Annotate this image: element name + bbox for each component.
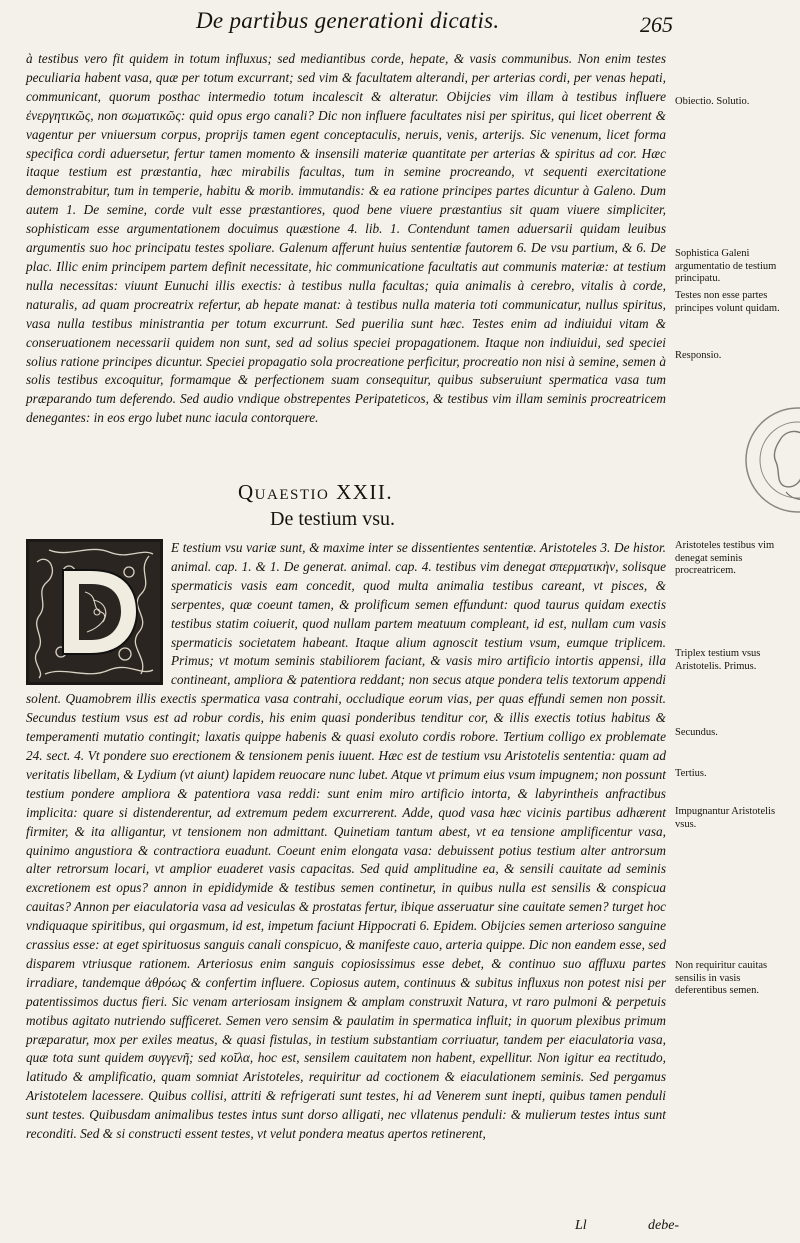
decorated-initial-d (26, 539, 163, 685)
question-heading: Quaestio XXII. (238, 480, 394, 504)
question-subtitle: De testium vsu. (270, 508, 395, 530)
margin-note: Responsio. (675, 350, 722, 361)
paragraph: à testibus vero fit quidem in totum influxus; sed mediantibus corde, hepate, & vasis communibus. Non enim testes peculiaria habent vasa, quæ per totum excurrant; sed vim & facultatem alterandi, per arterias cordi, per venas hepati, communicant, quorum posthac intermedio totum incalescit & alteratur. Obijcies vim illam à testibus influere ἐνεργητικῶς, non σωματικῶς: quid opus ergo canali? Dic non influere facultates nisi per spiritus, qui licet oberrent & vagentur per vniuersum corpus, proprijs tamen egent conceptaculis, neruis, venis, arterijs. Sic venenum, licet forma specifica cordi aduersetur, fertur tamen momento & insensili materiæ quantitate per arterias & spiritus ad cor. Hæc itaque testium est præstantia, hæc mirabilis facultas, tum in semine procreando, vt sequenti exercitatione demonstrabitur, tum in temperie, habitu & morib. immutandis: & ea ratione principes partes dicuntur à Galeno. Dum autem 1. De semine, corde vult esse præstantiores, quod bene viuere præstantius sit quam viuere simpliciter, sophisticam esse argumentationem docuimus quæstione 4. lib. 1. Contendunt tamen aduersarii quidam leuibus argumentis suo hoc principatu testes spoliare. Galenum afferunt huius sententiæ fautorem 6. De vsu partium, & 6. De plac. Illic enim principem partem definit necessitate, hic communicatione facultatis aut communis materiæ: at testium nulla necessitas: viuunt Eunuchi illis exectis: à testibus nulla facultas; quia animalis à cerebro, vitalis à corde, naturalis, ad quam procreatrix refertur, ab hepate manat: à testibus nulla materia toti communicatur, nullus spiritus, vasa nulla testibus ministrantia per totum excurrunt. Sed puerilia sunt hæc. Testes enim ad indiuidui vitam & conseruationem necessarii quidem non sunt, sed ad solius speciei propagationem. Itaque non indiuidui, sed speciei solius ratione principes dicuntur. Speciei propagatio sola procreatione perficitur, procreatio non nisi à semine, semen à solis testibus excoquitur, formamque & perfectionem suam consequitur, quibus subseruiunt spermatica vasa tum præparando tum deferendo. Sed audio vndique obstrepentes Peripateticos, & testibus vim illam seminis procreatricem denegantes: in eos ergo lubet nunc iacula contorquere. (26, 51, 666, 426)
margin-note: Triplex testium vsus Aristotelis. Primus. (675, 648, 761, 672)
library-seal-icon (736, 400, 800, 520)
margin-note: Obiectio. Solutio. (675, 96, 750, 107)
signature-mark: Ll (575, 1218, 587, 1233)
margin-note: Impugnantur Aristotelis vsus. (675, 806, 776, 830)
running-head: De partibus generationi dicatis. (196, 8, 500, 33)
body-text-section-2 (26, 539, 666, 1144)
body-text-section-1 (26, 50, 666, 428)
ornament-icon (29, 542, 160, 682)
margin-note: Secundus. (675, 727, 718, 738)
margin-note: Aristoteles testibus vim denegat seminis procreatricem. (675, 540, 775, 576)
margin-note: Testes non esse partes principes volunt quidam. (675, 290, 780, 314)
margin-note: Non requiritur cauitas sensilis in vasis deferentibus semen. (675, 960, 768, 996)
page-number: 265 (640, 12, 673, 37)
library-stamp (736, 400, 800, 520)
margin-note: Tertius. (675, 768, 707, 779)
paragraph: E testium vsu variæ sunt, & maxime inter se dissentientes sententiæ. Aristoteles 3. De histor. animal. cap. 1. & 1. De generat. animal. cap. 4. testibus vim denegat σπερματικὴν, solisque spermaticis vasis eam concedit, quod multa animalia testibus careant, vt pisces, & serpentes, quæ coeunt tamen, & prolificum semen effundunt: quod taurus quidam exectis testibus statim coiuerit, quod nullam partem meatuum compleant, id est, nullam cum vasis spermaticis societatem habeant. Itaque alium agnoscit testium vsum, eumque triplicem. Primus; vt motum seminis stabiliorem faciant, & vasis miro artificio intortis appensi, illa contineant, ampliora & patentiora reddant; non secus atque pondera telis textorum appendi solent. Quamobrem illis exectis spermatica vasa contrahi, occludique eorum vias, per quas effundi semen non possit. Secundus testium vsus est ad robur cordis, his enim quasi ponderibus tenditur cor, & illis exectis totius habitus & temperamenti mutatio contingit; laxatis quippe habenis & quasi exoluto cordis robore. Tertium colligo ex problemate 24. sect. 4. Vt pondere suo erectionem & tensionem penis iuuent. Hæc est de testium vsu Aristotelis sententia: quam ad veritatis libellam, & Lydium (vt aiunt) lapidem reuocare nunc lubet. Atque vt primum eius vsum impugnem; non possunt testium pondere ampliora & patentiora vasa reddi: sunt enim miro artificio intorta, & labyrintheis anfractibus implicita: quare si distenderentur, ad extremum pedem excurrerent. Adde, quod vasa hæc vicinis partibus adhærent firmiter, & ita alligantur, vt tensionem non admittant. Quinetiam tantum abest, vt ea tensione amplificentur vasa, quinimo angustiora & contractiora euadunt. Coeunt enim elongata vasa: debuissent potius testium alter antrorsum alter retrorsum locari, vt amplior euaderet vasis capacitas. Sed quid amplitudine ea, & sensili cauitate ad seminis excretionem est opus? annon in epididymide & testibus semen continetur, in quibus nulla est sensilis & conspicua cauitas? Annon per eiaculatoria vasa ad vesiculas & prostatas fertur, ibique asseruatur sine cauitate semen? turget hoc vndiquaque spiritibus, qui orgasmum, id est, impetum faciunt Hippocrati 6. Epidem. Obijcies semen arterioso sanguine crassius esse: at eget spirituosus sanguis canali conspicuo, & manifeste cauo, arteria quippe. Dic non eandem esse, sed disparem vtriusque rationem. Arteriosus enim sanguis copiosissimus esse debet, & continuo suo affluxu partes irradiare, tandemque ἀθρόως & confertim influere. Copiosus autem, continuus & subitus influxus non potest nisi per patentissimos ductus fieri. Sic venam arteriosam insignem & amplam construxit Natura, vt raro pulmoni & perpetuis motibus agitato nutriendo sufficeret. Semen vero sensim & paulatim in spermatica influit; in quorum plexibus primum præparatur, mox per exiles meatus, & quasi fistulas, in testium substantiam corriuatur, tandem per eiaculatoria vasa, quæ tota sunt quidem συγγενῆ; sed κοῖλα, hoc est, sensilem cauitatem non habent, expellitur. Non igitur ea rectitudo, latitudo & amplificatio, quam somniat Aristoteles, requiritur ad coctionem & eiaculationem seminis. Sed pergamus Aristotelem lacessere. Quibus collisi, attriti & refrigerati sunt testes, hi ad Venerem sunt inepti, quibus tamen penduli sunt testes. Quibusdam animalibus testes intus sunt dorso alligati, nec vllatenus penduli: & mulierum testes intus sunt reconditi. Sed & si constructi essent testes, vt velut pondera meatus apertos retinerent, (26, 540, 666, 1142)
margin-note: Sophistica Galeni argumentatio de testium principatu. (675, 248, 777, 284)
catchword: debe- (648, 1218, 680, 1233)
